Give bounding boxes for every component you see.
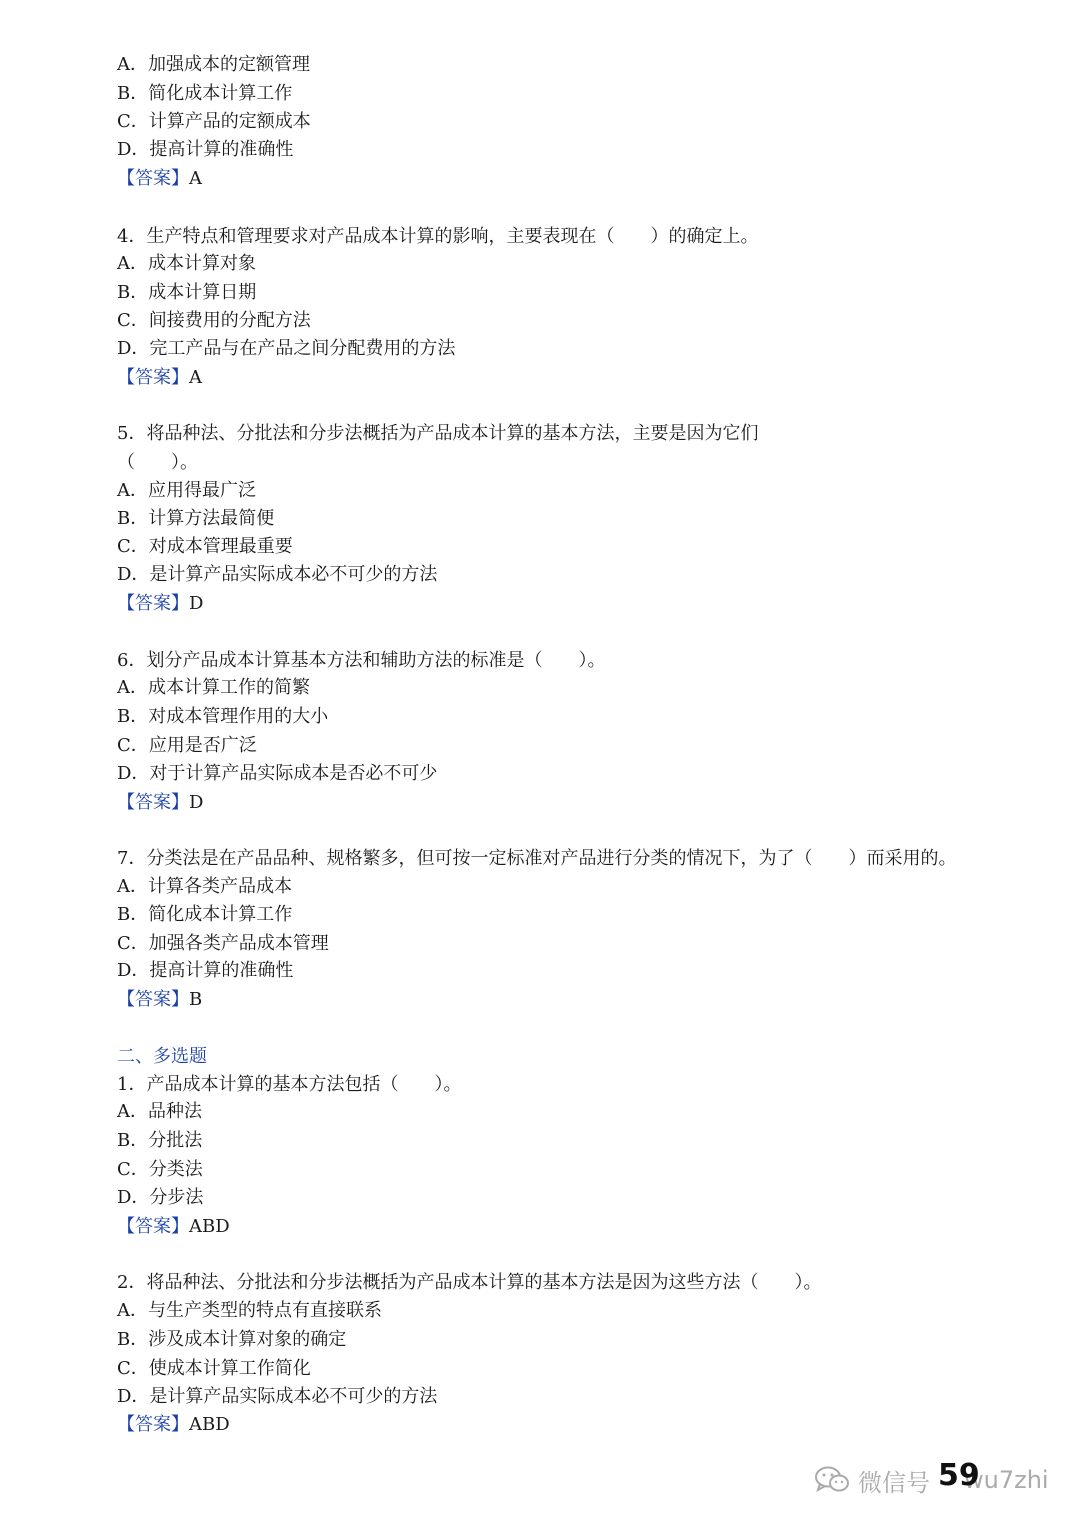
answer-line [117,366,202,390]
option-line: C．对成本管理最重要 [117,536,293,557]
option-line: B．简化成本计算工作 [117,83,293,104]
option-line: D．完工产品与在产品之间分配费用的方法 [117,338,456,359]
answer-value: ABD [189,1414,230,1435]
question-line: 6．划分产品成本计算基本方法和辅助方法的标准是（ ）。 [117,650,606,671]
answer-label: 【答案】 [117,792,189,813]
answer-label: 【答案】 [117,989,189,1010]
answer-value: A [189,168,202,189]
option-line: D．提高计算的准确性 [117,960,294,981]
wechat-icon [814,1465,850,1495]
question-line: 2．将品种法、分批法和分步法概括为产品成本计算的基本方法是因为这些方法（ ）。 [117,1272,822,1293]
answer-value: B [189,989,203,1010]
answer-line [117,1215,230,1239]
wechat-watermark [814,1460,1049,1500]
watermark-label: 微信号 [858,1468,930,1497]
answer-label: 【答案】 [117,367,189,388]
option-line: A．应用得最广泛 [117,480,256,501]
answer-line [117,592,203,616]
option-line: C．加强各类产品成本管理 [117,933,329,954]
option-line: C．应用是否广泛 [117,735,257,756]
answer-label: 【答案】 [117,168,189,189]
option-line: D．分步法 [117,1187,204,1208]
option-line: C．间接费用的分配方法 [117,310,311,331]
option-line: A．与生产类型的特点有直接联系 [117,1300,382,1321]
question-line: 4．生产特点和管理要求对产品成本计算的影响，主要表现在（ ）的确定上。 [117,226,759,247]
option-line: B．成本计算日期 [117,282,257,303]
answer-label: 【答案】 [117,593,189,614]
option-line: C．计算产品的定额成本 [117,111,311,132]
answer-line [117,791,203,815]
option-line: B．简化成本计算工作 [117,904,293,925]
answer-value: A [189,367,202,388]
answer-value: ABD [189,1216,230,1237]
option-line: D．是计算产品实际成本必不可少的方法 [117,1386,438,1407]
option-line: B．对成本管理作用的大小 [117,706,329,727]
question-line: 7．分类法是在产品品种、规格繁多，但可按一定标准对产品进行分类的情况下，为了（ ）而采用的。 [117,848,957,869]
option-line: A．品种法 [117,1101,202,1122]
question-line: 1．产品成本计算的基本方法包括（ ）。 [117,1074,462,1095]
watermark-id: wu7zhi [964,1466,1049,1494]
answer-line [117,167,202,191]
option-line: A．加强成本的定额管理 [117,54,310,75]
option-line: C．使成本计算工作简化 [117,1358,311,1379]
answer-value: D [189,593,204,614]
option-line: B．涉及成本计算对象的确定 [117,1329,347,1350]
option-line: B．计算方法最简便 [117,508,275,529]
option-line: D．是计算产品实际成本必不可少的方法 [117,564,438,585]
option-line: C．分类法 [117,1159,203,1180]
option-line: A．成本计算工作的简繁 [117,677,310,698]
answer-line [117,1413,230,1437]
option-line: D．提高计算的准确性 [117,139,294,160]
answer-value: D [189,792,204,813]
section-title: 二、多选题 [117,1046,207,1067]
answer-label: 【答案】 [117,1414,189,1435]
question-line: （ ）。 [117,452,198,473]
page-number: 59 [938,1458,980,1493]
question-line: 5．将品种法、分批法和分步法概括为产品成本计算的基本方法，主要是因为它们 [117,423,759,444]
option-line: B．分批法 [117,1130,203,1151]
option-line: A．计算各类产品成本 [117,876,292,897]
answer-label: 【答案】 [117,1216,189,1237]
option-line: A．成本计算对象 [117,253,256,274]
answer-line [117,988,202,1012]
option-line: D．对于计算产品实际成本是否必不可少 [117,763,438,784]
